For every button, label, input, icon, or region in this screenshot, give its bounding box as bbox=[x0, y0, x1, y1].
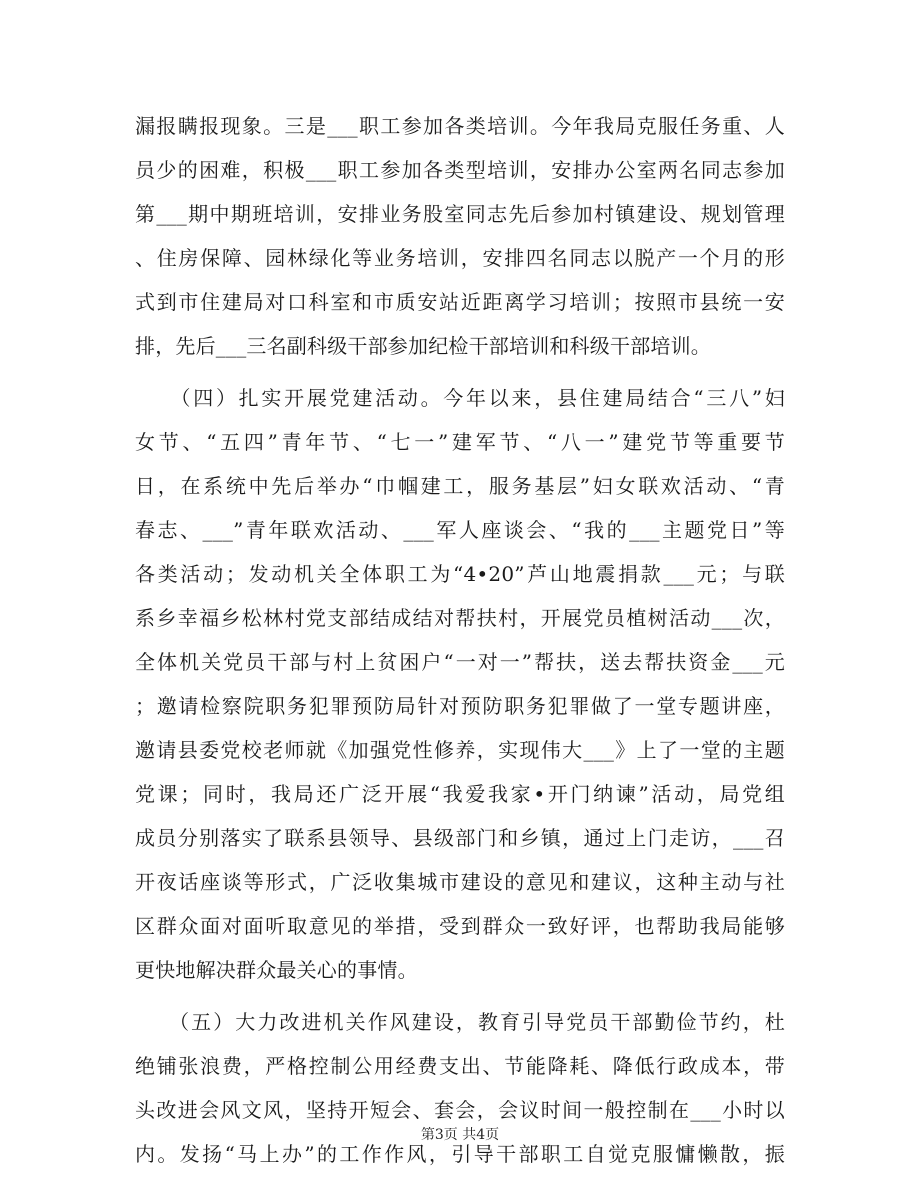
text-line: 开夜话座谈等形式，广泛收集城市建设的意见和建议，这种主动与社 bbox=[135, 870, 785, 894]
text-line: （四）扎实开展党建活动。今年以来，县住建局结合“三八”妇 bbox=[135, 386, 785, 410]
text-line: 排，先后___三名副科级干部参加纪检干部培训和科级干部培训。 bbox=[135, 334, 711, 358]
text-line: 区群众面对面听取意见的举措，受到群众一致好评，也帮助我局能够 bbox=[135, 914, 785, 938]
paragraph-work-style bbox=[135, 1000, 785, 1176]
text-line: 更快地解决群众最关心的事情。 bbox=[135, 958, 418, 982]
text-line: 式到市住建局对口科室和市质安站近距离学习培训；按照市县统一安 bbox=[135, 290, 785, 314]
text-line: 党课；同时，我局还广泛开展“我爱我家•开门纳谏”活动，局党组 bbox=[135, 782, 785, 806]
text-line: 头改进会风文风，坚持开短会、套会，会议时间一般控制在___小时以 bbox=[135, 1098, 785, 1122]
text-line: 系乡幸福乡松林村党支部结成结对帮扶村，开展党员植树活动___次， bbox=[135, 606, 785, 630]
text-line: 绝铺张浪费，严格控制公用经费支出、节能降耗、降低行政成本，带 bbox=[135, 1054, 785, 1078]
text-line: 邀请县委党校老师就《加强党性修养，实现伟大___》上了一堂的主题 bbox=[135, 738, 785, 762]
text-line: ；邀请检察院职务犯罪预防局针对预防职务犯罪做了一堂专题讲座， bbox=[135, 694, 785, 718]
text-line: （五）大力改进机关作风建设，教育引导党员干部勤俭节约，杜 bbox=[135, 1010, 785, 1034]
paragraph-training bbox=[135, 104, 785, 368]
document-body bbox=[135, 104, 785, 1176]
text-line: 各类活动；发动机关全体职工为“4•20”芦山地震捐款___元；与联 bbox=[135, 562, 785, 586]
text-line: 春志、___”青年联欢活动、___军人座谈会、“我的___主题党日”等 bbox=[135, 518, 785, 542]
text-line: 员少的困难，积极___职工参加各类型培训，安排办公室两名同志参加 bbox=[135, 158, 785, 182]
paragraph-party-building bbox=[135, 376, 785, 992]
text-line: 内。发扬“马上办”的工作作风，引导干部职工自觉克服慵懒散，振 bbox=[135, 1142, 785, 1166]
text-line: 日，在系统中先后举办“巾帼建工，服务基层”妇女联欢活动、“青 bbox=[135, 474, 785, 498]
text-line: 漏报瞒报现象。三是___职工参加各类培训。今年我局克服任务重、人 bbox=[135, 114, 785, 138]
page-footer: 第3页 共4页 bbox=[420, 1127, 500, 1143]
text-line: 第___期中期班培训，安排业务股室同志先后参加村镇建设、规划管理 bbox=[135, 202, 785, 226]
text-line: 全体机关党员干部与村上贫困户“一对一”帮扶，送去帮扶资金___元 bbox=[135, 650, 785, 674]
text-line: 、住房保障、园林绿化等业务培训，安排四名同志以脱产一个月的形 bbox=[135, 246, 785, 270]
text-line: 女节、“五四”青年节、“七一”建军节、“八一”建党节等重要节 bbox=[135, 430, 785, 454]
text-line: 成员分别落实了联系县领导、县级部门和乡镇，通过上门走访，___召 bbox=[135, 826, 785, 850]
